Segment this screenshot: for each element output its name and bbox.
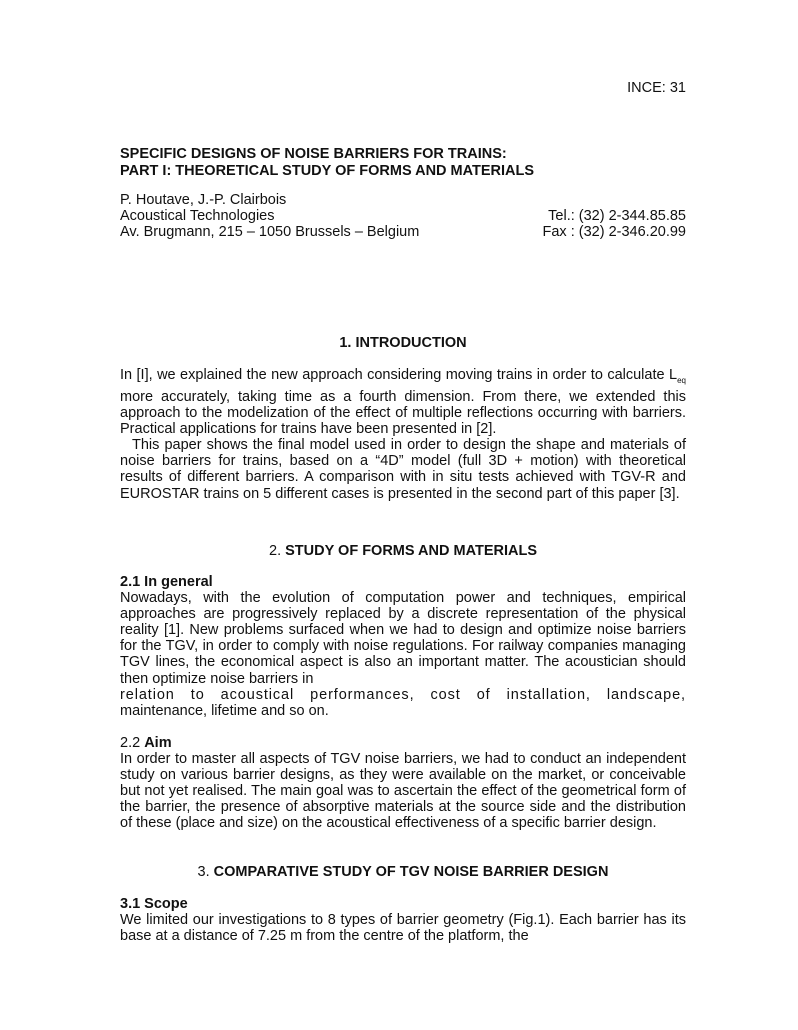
author-org-row xyxy=(120,208,686,224)
author-block xyxy=(120,192,686,240)
section-3-heading xyxy=(120,864,686,880)
section-1-body xyxy=(120,367,686,502)
author-fax: Fax : (32) 2-346.20.99 xyxy=(542,224,686,240)
section-3-1-body xyxy=(120,896,686,944)
section-3-number: 3. xyxy=(197,864,214,880)
section-2-number: 2. xyxy=(269,543,286,559)
author-address: Av. Brugmann, 215 – 1050 Brussels – Belgium xyxy=(120,224,420,240)
general-paragraph-end: maintenance, lifetime and so on. xyxy=(120,702,329,719)
title-line-1: SPECIFIC DESIGNS OF NOISE BARRIERS FOR TRAINS: xyxy=(120,146,507,162)
author-telephone: Tel.: (32) 2-344.85.85 xyxy=(548,208,686,224)
leq-symbol: $L_{eq}$ xyxy=(669,367,686,385)
author-names: P. Houtave, J.-P. Clairbois xyxy=(120,192,287,208)
paper-title xyxy=(120,146,534,180)
author-organization: Acoustical Technologies xyxy=(120,208,275,224)
section-2-title: STUDY OF FORMS AND MATERIALS xyxy=(285,543,537,559)
subsection-3-1-title: 3.1 Scope xyxy=(120,896,188,912)
section-2-1-body xyxy=(120,574,686,719)
paper-reference-number: INCE: 31 xyxy=(627,80,686,96)
section-3-title: COMPARATIVE STUDY OF TGV NOISE BARRIER DESIGN xyxy=(213,864,609,880)
intro-text-b: more accurately, taking time as a fourth dimension. From there, we extended this approach to the modelization of the effect of multiple reflections occurring with barriers. Practical applications for trains have been presented in [2]. xyxy=(120,388,686,438)
title-line-2: PART I: THEORETICAL STUDY OF FORMS AND MATERIALS xyxy=(120,163,535,179)
section-2-heading xyxy=(120,543,686,559)
scope-paragraph: We limited our investigations to 8 types of barrier geometry (Fig.1). Each barrier has its base at a distance of 7.25 m from the centre of the platform, the xyxy=(120,912,686,945)
section-2-2-body xyxy=(120,735,686,832)
section-1-heading xyxy=(120,335,686,351)
general-paragraph-spaced-line: relation to acoustical performances, cost of installation, landscape, xyxy=(120,686,686,703)
general-paragraph: Nowadays, with the evolution of computation power and techniques, empirical approaches are progressively replaced by a discrete representation of the physical reality [1]. New problems surfaced when we had to design and optimize noise barriers for the TGV, in order to comply with noise regulations. For railway companies managing TGV lines, the economical aspect is also an important matter. The acoustician should then optimize noise barriers in xyxy=(120,590,686,687)
intro-paragraph-1 xyxy=(120,367,686,437)
aim-paragraph: In order to master all aspects of TGV noise barriers, we had to conduct an independent study on various barrier designs, as they were available on the market, or conceivable but not yet realised. The main goal was to ascertain the effect of the geometrical form of the barrier, the presence of absorptive materials at the source side and the distribution of these (place and size) on the acoustical effectiveness of a specific barrier design. xyxy=(120,751,686,832)
subsection-2-2-title: 2.2 Aim xyxy=(120,735,172,751)
intro-text-a: In [I], we explained the new approach considering moving trains in order to calculate xyxy=(120,367,670,383)
section-1-title: 1. INTRODUCTION xyxy=(339,335,467,351)
intro-paragraph-2: This paper shows the final model used in order to design the shape and materials of noise barriers for trains, based on a “4D” model (full 3D + motion) with theoretical results of different barriers. A comparison with in situ tests achieved with TGV-R and EUROSTAR trains on 5 different cases is presented in the second part of this paper [3]. xyxy=(120,437,686,502)
subsection-2-1-title: 2.1 In general xyxy=(120,574,213,590)
author-address-row xyxy=(120,224,686,240)
